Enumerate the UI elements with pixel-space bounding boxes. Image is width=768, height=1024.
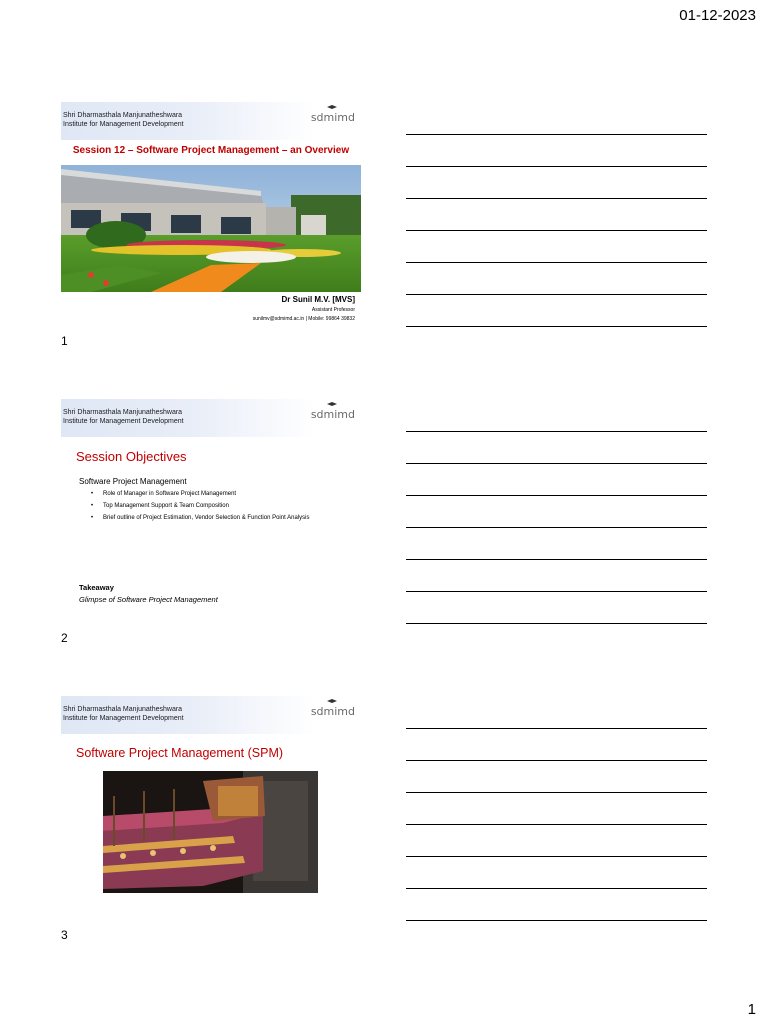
objective-item: • Top Management Support & Team Composition [91, 503, 331, 510]
slide-number: 1 [61, 334, 68, 348]
slide-subtitle: Software Project Management [79, 477, 187, 486]
objective-list [91, 491, 331, 527]
note-line [406, 134, 707, 135]
sdmimd-logo: sdmimd [311, 111, 355, 124]
note-line [406, 920, 707, 921]
objective-item: • Brief outline of Project Estimation, Vendor Selection & Function Point Analysis [91, 515, 331, 522]
campus-photo [61, 165, 361, 292]
note-line [406, 463, 707, 464]
slide-title: Software Project Management (SPM) [76, 746, 284, 760]
slide-header [61, 102, 361, 140]
page-number: 1 [747, 1001, 756, 1018]
objective-item: • Role of Manager in Software Project Management [91, 491, 331, 498]
institute-name: Shri Dharmasthala Manjunatheshwara Institute for Management Development [63, 706, 184, 722]
slide-header [61, 696, 361, 734]
slide-3 [61, 696, 361, 932]
note-line [406, 495, 707, 496]
slide-number: 2 [61, 631, 68, 645]
note-line [406, 591, 707, 592]
note-line [406, 527, 707, 528]
author-name: Dr Sunil M.V. [MVS] [281, 295, 355, 304]
note-line [406, 856, 707, 857]
author-role: Assistant Professor [311, 307, 355, 313]
note-line [406, 326, 707, 327]
note-line [406, 262, 707, 263]
slide-title: Session Objectives [76, 449, 187, 464]
takeaway-label: Takeaway [79, 583, 114, 592]
note-line [406, 166, 707, 167]
slide-1 [61, 102, 361, 338]
note-line [406, 792, 707, 793]
slide-title: Session 12 – Software Project Management – an Overview [72, 145, 350, 156]
slide-header [61, 399, 361, 437]
sdmimd-logo: sdmimd [311, 408, 355, 421]
takeaway-text: Glimpse of Software Project Management [79, 595, 218, 604]
institute-name: Shri Dharmasthala Manjunatheshwara Institute for Management Development [63, 409, 184, 425]
print-date: 01-12-2023 [679, 7, 756, 24]
note-line [406, 824, 707, 825]
slide-number: 3 [61, 928, 68, 942]
note-line [406, 294, 707, 295]
sdmimd-logo: sdmimd [311, 705, 355, 718]
note-line [406, 559, 707, 560]
slide-2 [61, 399, 361, 635]
note-line [406, 760, 707, 761]
author-contact: sunilmv@sdmimd.ac.in | Mobile: 99864 39832 [252, 316, 355, 322]
note-line [406, 728, 707, 729]
institute-name: Shri Dharmasthala Manjunatheshwara Institute for Management Development [63, 112, 184, 128]
note-line [406, 230, 707, 231]
note-line [406, 198, 707, 199]
note-line [406, 623, 707, 624]
note-line [406, 431, 707, 432]
note-line [406, 888, 707, 889]
ship-photo [103, 771, 318, 893]
